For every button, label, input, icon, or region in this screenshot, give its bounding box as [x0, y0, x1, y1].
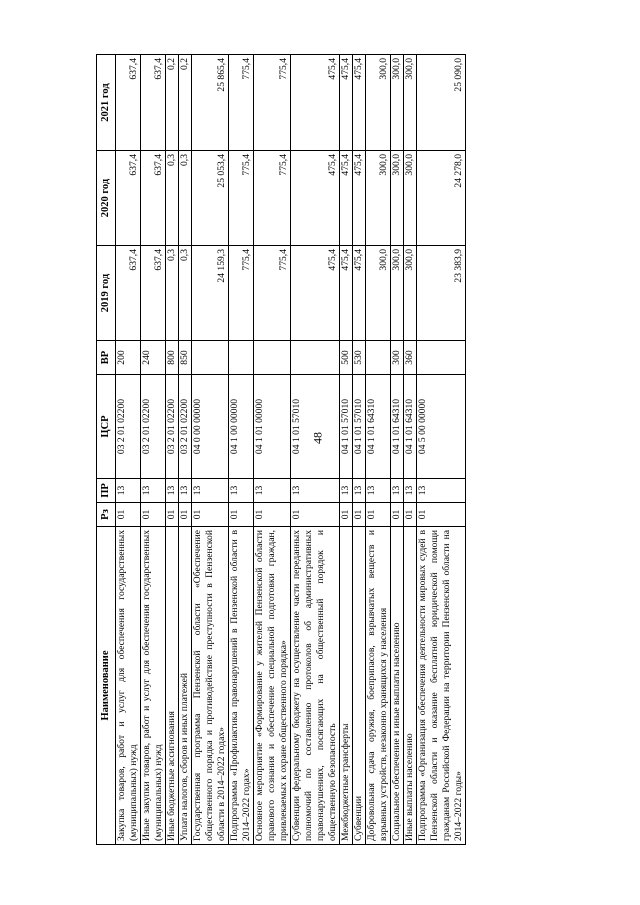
cell-2019: 475,4	[340, 246, 353, 341]
cell-name: Государственная программа Пензенской области «Обеспечение общественного порядка и противодействие преступности в Пензенской области в 2014–2022 годах»	[192, 527, 229, 845]
cell-csr: 04 0 00 00000	[192, 375, 229, 479]
cell-2021: 475,4	[340, 55, 353, 151]
cell-name: Субвенции	[353, 527, 366, 845]
cell-2021: 25 090,0	[417, 55, 466, 151]
cell-2020: 0,3	[166, 151, 179, 246]
cell-2021: 637,4	[116, 55, 141, 151]
header-rz: Рз	[97, 503, 116, 527]
table-row	[179, 55, 192, 845]
cell-csr: 04 1 01 64310	[366, 375, 391, 479]
cell-2020: 475,4	[353, 151, 366, 246]
cell-2021: 475,4	[291, 55, 340, 151]
cell-pr: 13	[291, 479, 340, 503]
cell-pr: 13	[229, 479, 254, 503]
cell-rz: 01	[404, 503, 417, 527]
cell-vr: 200	[116, 341, 141, 375]
cell-vr: 500	[340, 341, 353, 375]
cell-rz: 01	[417, 503, 466, 527]
header-csr: ЦСР	[97, 375, 116, 479]
cell-2021: 300,0	[404, 55, 417, 151]
cell-2019: 775,4	[254, 246, 291, 341]
cell-2020: 25 053,4	[192, 151, 229, 246]
cell-csr: 04 1 01 57010	[340, 375, 353, 479]
cell-2020: 300,0	[366, 151, 391, 246]
cell-name: Иные бюджетные ассигнования	[166, 527, 179, 845]
rotated-table-container	[96, 55, 556, 845]
cell-vr: 850	[179, 341, 192, 375]
cell-csr: 03 2 01 02200	[166, 375, 179, 479]
table-row	[340, 55, 353, 845]
cell-rz: 01	[179, 503, 192, 527]
table-row	[192, 55, 229, 845]
header-vr: ВР	[97, 341, 116, 375]
cell-2021: 300,0	[391, 55, 404, 151]
cell-rz: 01	[366, 503, 391, 527]
cell-2020: 775,4	[229, 151, 254, 246]
cell-2021: 775,4	[229, 55, 254, 151]
cell-2019: 0,3	[166, 246, 179, 341]
cell-rz: 01	[229, 503, 254, 527]
cell-name: Основное мероприятие «Формирование у жителей Пензенской области правового сознания и обеспечение специальной подготовки граждан, привлекаемых к охране общественного порядка»	[254, 527, 291, 845]
cell-vr: 800	[166, 341, 179, 375]
table-row	[166, 55, 179, 845]
table-row	[366, 55, 391, 845]
cell-rz: 01	[391, 503, 404, 527]
cell-rz: 01	[116, 503, 141, 527]
cell-pr: 13	[116, 479, 141, 503]
cell-2019: 475,4	[353, 246, 366, 341]
cell-rz: 01	[340, 503, 353, 527]
cell-name: Иные выплаты населению	[404, 527, 417, 845]
cell-2019: 300,0	[404, 246, 417, 341]
cell-rz: 01	[166, 503, 179, 527]
cell-vr: 300	[391, 341, 404, 375]
cell-2020: 637,4	[116, 151, 141, 246]
cell-csr: 04 1 01 57010	[353, 375, 366, 479]
cell-pr: 13	[391, 479, 404, 503]
table-row	[141, 55, 166, 845]
cell-pr: 13	[141, 479, 166, 503]
cell-csr: 04 1 01 64310	[391, 375, 404, 479]
table-row	[116, 55, 141, 845]
cell-2019: 637,4	[141, 246, 166, 341]
cell-csr: 04 1 00 00000	[229, 375, 254, 479]
cell-pr: 13	[192, 479, 229, 503]
cell-vr	[417, 341, 466, 375]
cell-vr	[229, 341, 254, 375]
cell-vr	[192, 341, 229, 375]
cell-name: Закупка товаров, работ и услуг для обеспечения государственных (муниципальных) нужд	[116, 527, 141, 845]
header-pr: ПР	[97, 479, 116, 503]
cell-2019: 775,4	[229, 246, 254, 341]
cell-2019: 475,4	[291, 246, 340, 341]
cell-vr: 530	[353, 341, 366, 375]
cell-pr: 13	[366, 479, 391, 503]
cell-name: Иные закупки товаров, работ и услуг для обеспечения государственных (муниципальных) нужд	[141, 527, 166, 845]
budget-table	[96, 54, 466, 845]
cell-2021: 475,4	[353, 55, 366, 151]
cell-2020: 475,4	[291, 151, 340, 246]
table-header-row	[97, 55, 116, 845]
cell-csr: 03 2 01 02200	[179, 375, 192, 479]
cell-csr: 03 2 01 02200	[116, 375, 141, 479]
cell-2021: 775,4	[254, 55, 291, 151]
cell-2019: 23 383,9	[417, 246, 466, 341]
cell-name: Субвенции федеральному бюджету на осуществление части переданных полномочий по составлению протоколов об административных правонарушениях, посягающих на общественный порядок и общественную безопасность	[291, 527, 340, 845]
table-row	[417, 55, 466, 845]
cell-2019: 24 159,3	[192, 246, 229, 341]
cell-2021: 0,2	[179, 55, 192, 151]
cell-vr: 240	[141, 341, 166, 375]
header-2021: 2021 год	[97, 55, 116, 151]
cell-pr: 13	[340, 479, 353, 503]
cell-name: Социальное обеспечение и иные выплаты населению	[391, 527, 404, 845]
cell-csr: 04 1 01 00000	[254, 375, 291, 479]
page-number: 48	[310, 432, 325, 444]
cell-2020: 637,4	[141, 151, 166, 246]
header-2020: 2020 год	[97, 151, 116, 246]
cell-pr: 13	[179, 479, 192, 503]
cell-2021: 637,4	[141, 55, 166, 151]
cell-csr: 03 2 01 02200	[141, 375, 166, 479]
cell-2021: 0,2	[166, 55, 179, 151]
cell-csr: 04 1 01 64310	[404, 375, 417, 479]
cell-vr	[254, 341, 291, 375]
cell-name: Подпрограмма «Профилактика правонарушений в Пензенской области в 2014–2022 годах»	[229, 527, 254, 845]
table-row	[229, 55, 254, 845]
cell-2021: 300,0	[366, 55, 391, 151]
cell-2020: 300,0	[391, 151, 404, 246]
table-row	[353, 55, 366, 845]
cell-2019: 0,3	[179, 246, 192, 341]
table-body	[116, 55, 466, 845]
cell-pr: 13	[404, 479, 417, 503]
cell-pr: 13	[417, 479, 466, 503]
cell-rz: 01	[192, 503, 229, 527]
cell-rz: 01	[291, 503, 340, 527]
cell-2020: 775,4	[254, 151, 291, 246]
cell-name: Уплата налогов, сборов и иных платежей	[179, 527, 192, 845]
table-row	[291, 55, 340, 845]
cell-2019: 300,0	[366, 246, 391, 341]
cell-pr: 13	[353, 479, 366, 503]
cell-vr: 360	[404, 341, 417, 375]
cell-csr: 04 5 00 00000	[417, 375, 466, 479]
cell-rz: 01	[141, 503, 166, 527]
cell-vr	[366, 341, 391, 375]
cell-name: Добровольная сдача оружия, боеприпасов, взрывчатых веществ и взрывных устройств, незаконно хранящихся у населения	[366, 527, 391, 845]
cell-pr: 13	[166, 479, 179, 503]
cell-name: Межбюджетные трансферты	[340, 527, 353, 845]
cell-csr: 04 1 01 57010	[291, 375, 340, 479]
cell-2020: 0,3	[179, 151, 192, 246]
cell-pr: 13	[254, 479, 291, 503]
cell-2020: 300,0	[404, 151, 417, 246]
cell-2020: 475,4	[340, 151, 353, 246]
cell-2019: 637,4	[116, 246, 141, 341]
cell-2020: 24 278,0	[417, 151, 466, 246]
cell-rz: 01	[353, 503, 366, 527]
header-2019: 2019 год	[97, 246, 116, 341]
cell-vr	[291, 341, 340, 375]
header-name: Наименование	[97, 527, 116, 845]
cell-2019: 300,0	[391, 246, 404, 341]
cell-rz: 01	[254, 503, 291, 527]
table-row	[254, 55, 291, 845]
cell-2021: 25 865,4	[192, 55, 229, 151]
table-row	[404, 55, 417, 845]
cell-name: Подпрограмма «Организация обеспечения деятельности мировых судей в Пензенской области и оказание бесплатной юридической помощи гражданам Российской Федерации на территории Пензенской области на 2014–2022 годы»	[417, 527, 466, 845]
table-row	[391, 55, 404, 845]
